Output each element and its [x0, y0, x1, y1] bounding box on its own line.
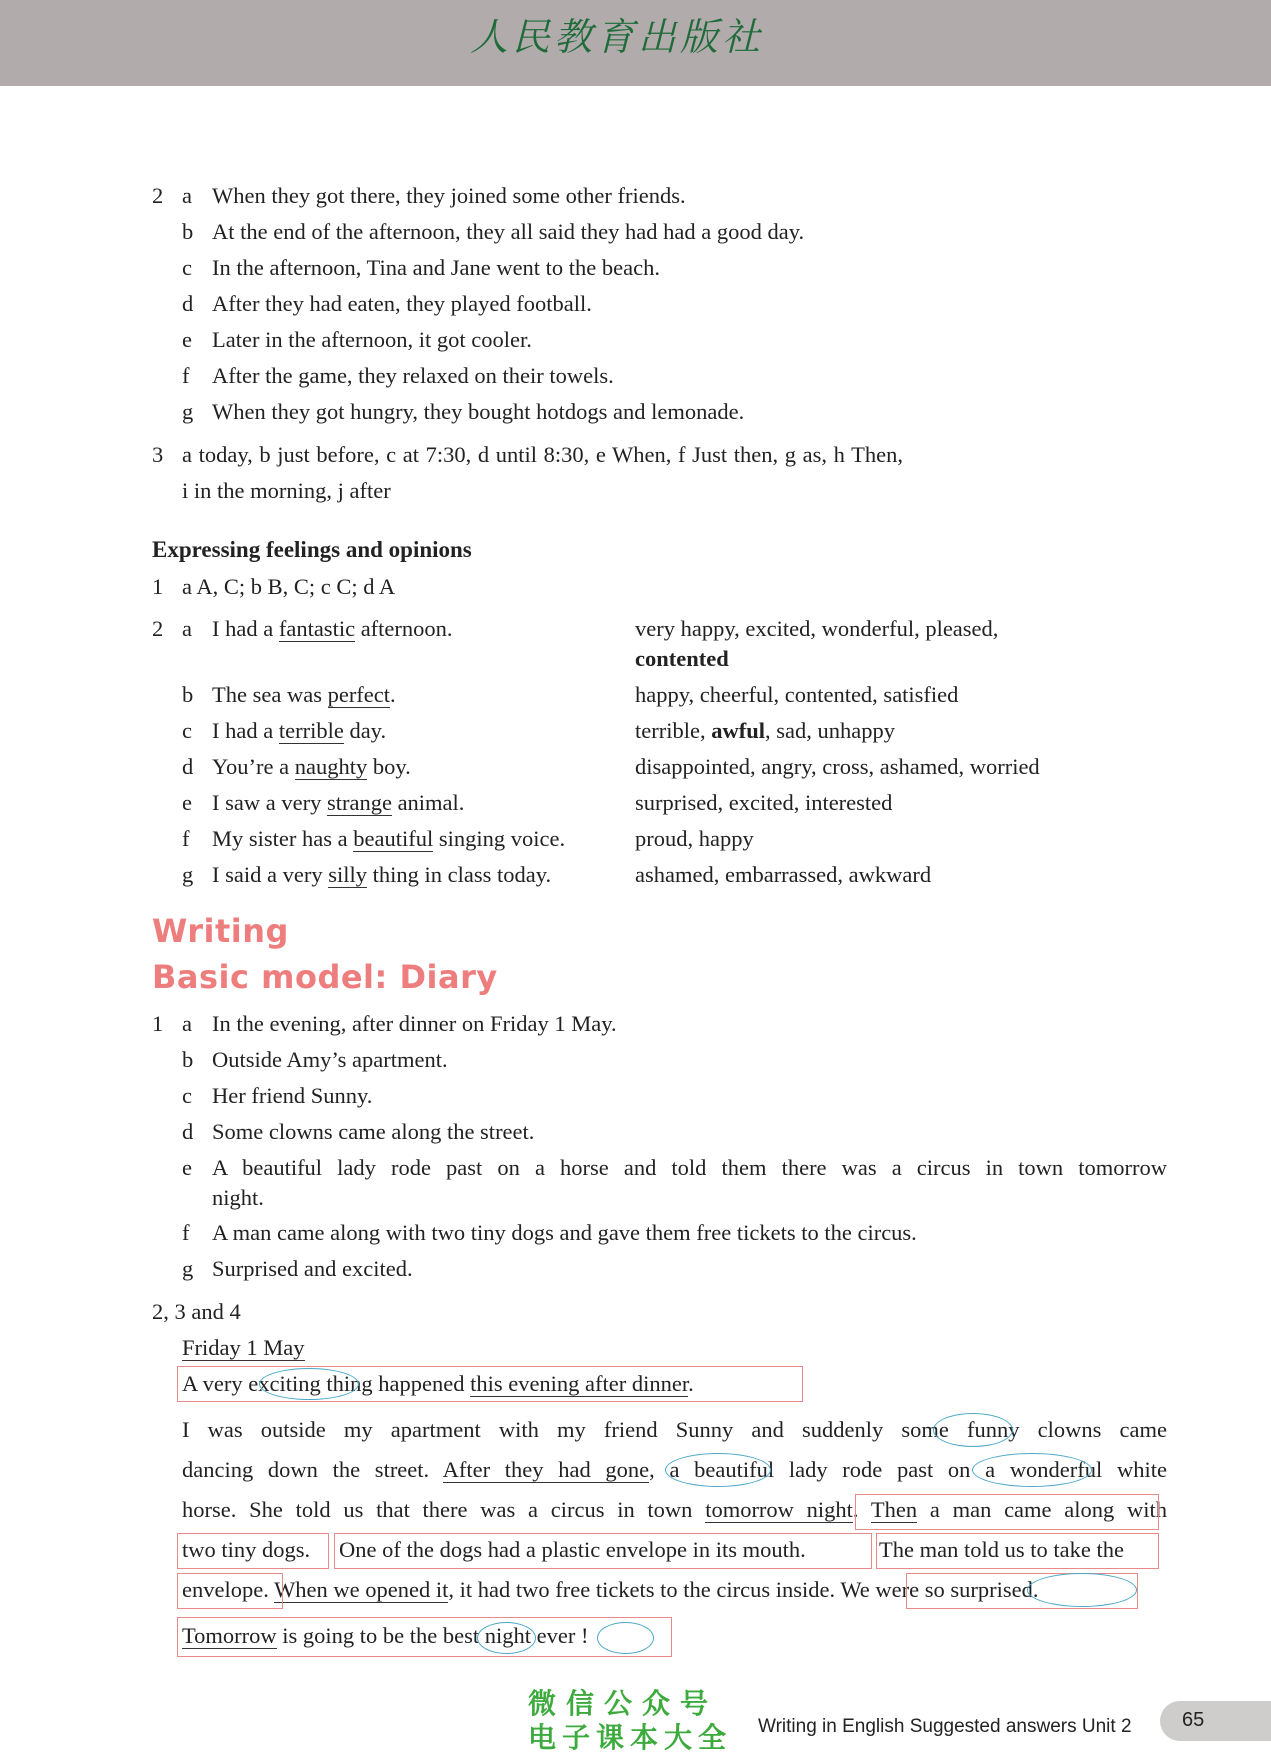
diary-word-best: best	[442, 1623, 480, 1648]
writing-item-text: Surprised and excited.	[212, 1256, 413, 1281]
diary-line-5a: two tiny dogs.	[182, 1537, 311, 1562]
ex2-item-letter: c	[182, 255, 192, 280]
feelings-key-word: naughty	[294, 754, 368, 779]
diary-line-4: horse. She told us that there was a circus in town tomorrow night. Then a man came along with	[182, 1497, 1168, 1522]
diary-line-5c: The man told us to take the	[879, 1537, 1124, 1562]
ex2-item-text: At the end of the afternoon, they all said they had had a good day.	[212, 219, 805, 244]
feelings-row-sentence: You’re a naughty boy.	[212, 754, 411, 779]
feelings-row-feelings: terrible, awful, sad, unhappy	[635, 718, 895, 743]
writing-item-letter: g	[182, 1256, 194, 1281]
feelings-key-word: perfect	[327, 682, 391, 707]
feelings-row-feelings: very happy, excited, wonderful, pleased,	[635, 616, 999, 641]
diary-word-wonderful: wonderful	[1009, 1457, 1103, 1482]
feelings-key-word: beautiful	[353, 826, 434, 851]
ex2-item-text: After the game, they relaxed on their towels.	[212, 363, 614, 388]
page-number-tab	[1160, 1701, 1271, 1741]
diary-date	[182, 1334, 305, 1362]
feelings-key-word: fantastic	[278, 616, 356, 641]
ex3-number: 3	[152, 442, 164, 467]
diary-date-text: Friday 1 May	[182, 1335, 305, 1360]
writing-item-letter: e	[182, 1155, 192, 1180]
writing-item-text-cont: night.	[212, 1185, 264, 1210]
feelings-key-word: terrible	[278, 718, 344, 743]
feelings-q1-number: 1	[152, 574, 164, 599]
ex2-item-text: In the afternoon, Tina and Jane went to the beach.	[212, 255, 661, 280]
diary-word-surprised: surprised	[950, 1577, 1033, 1602]
feelings-q1-answer: a A, C; b B, C; c C; d A	[182, 574, 396, 599]
feelings-row-sentence: The sea was perfect.	[212, 682, 396, 707]
feelings-q2-number: 2	[152, 616, 164, 641]
diary-word-ever: ever	[536, 1623, 576, 1648]
diary-word-funny: funny	[967, 1417, 1020, 1442]
writing-heading: Writing	[152, 912, 289, 950]
ex2-item-letter: b	[182, 219, 194, 244]
footer-title: Writing in English Suggested answers Unit 2	[758, 1716, 1132, 1737]
diary-word-exciting: exciting	[248, 1371, 321, 1396]
feelings-row-letter: d	[182, 754, 194, 779]
feelings-row-letter: b	[182, 682, 194, 707]
feelings-row-letter: g	[182, 862, 194, 887]
writing-item-letter: b	[182, 1047, 194, 1072]
header-band	[0, 0, 1271, 86]
feelings-row-sentence: My sister has a beautiful singing voice.	[212, 826, 566, 851]
ex2-item-letter: a	[182, 183, 192, 208]
diary-phrase-time: this evening after dinner	[470, 1371, 689, 1396]
feelings-row-sentence: I saw a very strange animal.	[212, 790, 465, 815]
diary-line-7: Tomorrow is going to be the best night ever !	[182, 1623, 589, 1648]
diary-phrase-when: When we opened it	[274, 1577, 449, 1602]
writing-item-text: A man came along with two tiny dogs and gave them free tickets to the circus.	[212, 1220, 917, 1245]
ex2-item-text: When they got hungry, they bought hotdogs and lemonade.	[212, 399, 745, 424]
ex3-line2: i in the morning, j after	[182, 478, 391, 503]
diary-word-then: Then	[870, 1497, 918, 1522]
ex2-item-letter: g	[182, 399, 194, 424]
writing-q1-number: 1	[152, 1011, 164, 1036]
ex2-item-text: After they had eaten, they played football.	[212, 291, 592, 316]
feelings-row-letter: e	[182, 790, 192, 815]
diary-word-beautiful: beautiful	[694, 1457, 775, 1482]
feelings-row-letter: c	[182, 718, 192, 743]
watermark-line-1: 微信公众号	[528, 1687, 719, 1720]
writing-item-text: Some clowns came along the street.	[212, 1119, 535, 1144]
ex2-item-letter: e	[182, 327, 192, 352]
diary-line-3: dancing down the street. After they had gone, a beautiful lady rode past on a wonderful white	[182, 1457, 1167, 1482]
feelings-row-sentence: I had a terrible day.	[212, 718, 387, 743]
diary-phrase-after: After they had gone	[442, 1457, 650, 1482]
feelings-heading: Expressing feelings and opinions	[152, 537, 472, 562]
writing-item-letter: a	[182, 1011, 192, 1036]
annotation-ellipse-ever	[597, 1622, 654, 1654]
writing-item-letter: d	[182, 1119, 194, 1144]
feelings-row-feelings: disappointed, angry, cross, ashamed, worried	[635, 754, 1040, 779]
feelings-row-sentence: I had a fantastic afternoon.	[212, 616, 453, 641]
writing-item-text: Her friend Sunny.	[212, 1083, 373, 1108]
ex2-number: 2	[152, 183, 164, 208]
writing-item-text: Outside Amy’s apartment.	[212, 1047, 448, 1072]
feelings-row-feelings: happy, cheerful, contented, satisfied	[635, 682, 959, 707]
ex2-item-letter: f	[182, 363, 190, 388]
ex2-item-text: Later in the afternoon, it got cooler.	[212, 327, 532, 352]
feelings-row-feelings-cont: contented	[635, 646, 729, 671]
feelings-row-feelings: ashamed, embarrassed, awkward	[635, 862, 932, 887]
page-number: 65	[1182, 1709, 1205, 1731]
ex2-item-letter: d	[182, 291, 194, 316]
annotation-ellipse-surprised	[1027, 1573, 1137, 1607]
feelings-row-letter: f	[182, 826, 190, 851]
feelings-row-feelings: proud, happy	[635, 826, 754, 851]
diary-line-1: A very exciting thing happened this evening after dinner.	[182, 1371, 694, 1396]
writing-item-text: A beautiful lady rode past on a horse and told them there was a circus in town tomorrow	[212, 1155, 1167, 1180]
writing-item-text: In the evening, after dinner on Friday 1 May.	[212, 1011, 617, 1036]
writing-subheading: Basic model: Diary	[152, 958, 498, 996]
diary-line-2: I was outside my apartment with my friend Sunny and suddenly some funny clowns came	[182, 1417, 1167, 1442]
feelings-row-feelings: surprised, excited, interested	[635, 790, 893, 815]
diary-line-5b: One of the dogs had a plastic envelope in its mouth.	[339, 1537, 806, 1562]
diary-phrase-tomorrow-night: tomorrow night	[705, 1497, 853, 1522]
diary-word-tomorrow: Tomorrow	[182, 1623, 277, 1648]
feelings-key-word: silly	[328, 862, 367, 887]
feelings-row-sentence: I said a very silly thing in class today.	[212, 862, 552, 887]
publisher-logo: 人民教育出版社	[470, 15, 765, 59]
diary-line-6: envelope. When we opened it, it had two free tickets to the circus inside. We were so surprised.	[182, 1577, 1039, 1602]
ex3-line1: a today, b just before, c at 7:30, d until 8:30, e When, f Just then, g as, h Then,	[182, 442, 903, 467]
writing-q234-label: 2, 3 and 4	[152, 1299, 241, 1324]
feelings-key-word: strange	[326, 790, 392, 815]
writing-item-letter: c	[182, 1083, 192, 1108]
writing-item-letter: f	[182, 1220, 190, 1245]
ex2-item-text: When they got there, they joined some other friends.	[212, 183, 686, 208]
feelings-row-letter: a	[182, 616, 192, 641]
watermark-line-2: 电子课本大全	[528, 1721, 733, 1754]
